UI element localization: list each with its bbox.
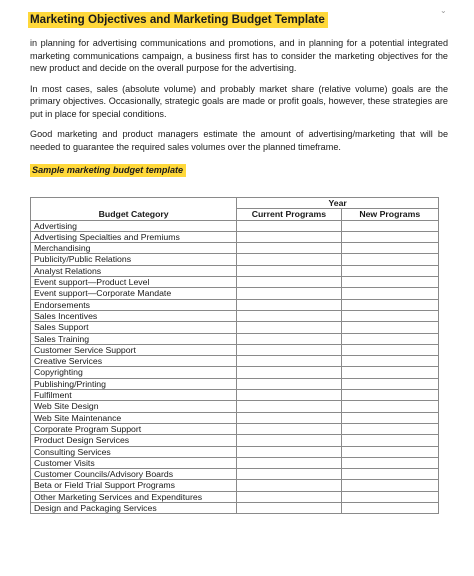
new-programs-cell	[341, 231, 438, 242]
current-programs-cell	[237, 310, 341, 321]
table-row	[31, 288, 439, 299]
table-row	[31, 446, 439, 457]
new-programs-cell	[341, 220, 438, 231]
current-programs-cell	[237, 423, 341, 434]
budget-category-cell: Customer Councils/Advisory Boards	[31, 469, 237, 480]
new-programs-cell	[341, 254, 438, 265]
table-row	[31, 265, 439, 276]
table-row	[31, 423, 439, 434]
budget-category-cell: Web Site Design	[31, 401, 237, 412]
new-programs-cell	[341, 333, 438, 344]
budget-category-cell: Product Design Services	[31, 435, 237, 446]
budget-category-cell: Sales Support	[31, 322, 237, 333]
table-row	[31, 378, 439, 389]
new-programs-cell	[341, 277, 438, 288]
current-programs-cell	[237, 446, 341, 457]
table-row	[31, 503, 439, 514]
new-programs-cell	[341, 435, 438, 446]
table-row	[31, 322, 439, 333]
table-row	[31, 310, 439, 321]
table-row	[31, 457, 439, 468]
table-row	[31, 480, 439, 491]
current-programs-cell	[237, 390, 341, 401]
new-programs-cell	[341, 503, 438, 514]
table-row	[31, 243, 439, 254]
new-programs-cell	[341, 344, 438, 355]
budget-category-cell: Advertising Specialties and Premiums	[31, 231, 237, 242]
budget-category-cell: Beta or Field Trial Support Programs	[31, 480, 237, 491]
current-programs-cell	[237, 220, 341, 231]
year-header: Year	[237, 198, 439, 209]
document-title: Marketing Objectives and Marketing Budget Template	[28, 12, 328, 28]
table-row	[31, 254, 439, 265]
current-programs-cell	[237, 333, 341, 344]
new-programs-cell	[341, 356, 438, 367]
current-programs-cell	[237, 344, 341, 355]
current-programs-cell	[237, 480, 341, 491]
budget-category-cell: Merchandising	[31, 243, 237, 254]
current-programs-cell	[237, 435, 341, 446]
table-row	[31, 277, 439, 288]
new-programs-cell	[341, 378, 438, 389]
table-row	[31, 469, 439, 480]
new-programs-cell	[341, 412, 438, 423]
budget-category-cell: Creative Services	[31, 356, 237, 367]
budget-category-cell: Sales Incentives	[31, 310, 237, 321]
new-programs-cell	[341, 446, 438, 457]
current-programs-cell	[237, 401, 341, 412]
new-programs-cell	[341, 401, 438, 412]
new-programs-cell	[341, 288, 438, 299]
table-header-row-year	[31, 198, 439, 209]
corner-mark: ⌄	[440, 6, 447, 15]
budget-category-cell: Fulfilment	[31, 390, 237, 401]
current-programs-cell	[237, 254, 341, 265]
budget-category-cell: Publishing/Printing	[31, 378, 237, 389]
budget-category-cell: Other Marketing Services and Expenditures	[31, 491, 237, 502]
current-programs-cell	[237, 378, 341, 389]
budget-category-cell: Analyst Relations	[31, 265, 237, 276]
new-programs-cell	[341, 457, 438, 468]
table-row	[31, 356, 439, 367]
new-programs-cell	[341, 322, 438, 333]
table-row	[31, 390, 439, 401]
sample-template-label: Sample marketing budget template	[30, 164, 186, 177]
current-programs-cell	[237, 265, 341, 276]
table-row	[31, 220, 439, 231]
current-programs-cell	[237, 491, 341, 502]
new-programs-cell	[341, 491, 438, 502]
table-row	[31, 435, 439, 446]
new-programs-cell	[341, 390, 438, 401]
table-row	[31, 412, 439, 423]
new-programs-cell	[341, 299, 438, 310]
table-row	[31, 344, 439, 355]
table-row	[31, 401, 439, 412]
new-programs-cell	[341, 469, 438, 480]
current-programs-cell	[237, 288, 341, 299]
table-row	[31, 333, 439, 344]
budget-category-header: Budget Category	[31, 198, 237, 221]
current-programs-cell	[237, 299, 341, 310]
current-programs-cell	[237, 231, 341, 242]
budget-category-cell: Advertising	[31, 220, 237, 231]
budget-category-cell: Consulting Services	[31, 446, 237, 457]
current-programs-cell	[237, 367, 341, 378]
budget-category-cell: Web Site Maintenance	[31, 412, 237, 423]
current-programs-cell	[237, 469, 341, 480]
budget-category-cell: Event support—Product Level	[31, 277, 237, 288]
table-row	[31, 367, 439, 378]
current-programs-cell	[237, 356, 341, 367]
budget-category-cell: Copyrighting	[31, 367, 237, 378]
budget-category-cell: Customer Service Support	[31, 344, 237, 355]
managers-paragraph: Good marketing and product managers estimate the amount of advertising/marketing that will be needed to guarantee the required sales volumes over the planned timeframe.	[30, 129, 448, 152]
current-programs-cell	[237, 322, 341, 333]
document-page	[30, 10, 448, 178]
new-programs-cell	[341, 423, 438, 434]
new-programs-cell	[341, 243, 438, 254]
budget-category-cell: Sales Training	[31, 333, 237, 344]
budget-table-body	[31, 220, 439, 514]
budget-category-cell: Corporate Program Support	[31, 423, 237, 434]
current-programs-cell	[237, 503, 341, 514]
intro-paragraph: in planning for advertising communications and promotions, and in planning for a potential integrated marketing communications campaign, a business first has to consider the marketing objectives for the new product and decide on the overall purpose for the advertising.	[30, 38, 448, 73]
objectives-paragraph: In most cases, sales (absolute volume) and probably market share (relative volume) goals are the primary objectives. Occasionally, strategic goals are made or profit goals, however, these strategies are put in place for special conditions.	[30, 83, 448, 119]
new-programs-cell	[341, 480, 438, 491]
current-programs-cell	[237, 243, 341, 254]
table-row	[31, 299, 439, 310]
budget-category-cell: Endorsements	[31, 299, 237, 310]
budget-table	[30, 197, 439, 514]
current-programs-cell	[237, 412, 341, 423]
new-programs-cell	[341, 367, 438, 378]
current-programs-header: Current Programs	[237, 209, 341, 220]
new-programs-cell	[341, 310, 438, 321]
current-programs-cell	[237, 277, 341, 288]
table-row	[31, 231, 439, 242]
budget-category-cell: Design and Packaging Services	[31, 503, 237, 514]
table-row	[31, 491, 439, 502]
budget-category-cell: Customer Visits	[31, 457, 237, 468]
budget-category-cell: Publicity/Public Relations	[31, 254, 237, 265]
new-programs-cell	[341, 265, 438, 276]
new-programs-header: New Programs	[341, 209, 438, 220]
budget-category-cell: Event support—Corporate Mandate	[31, 288, 237, 299]
current-programs-cell	[237, 457, 341, 468]
